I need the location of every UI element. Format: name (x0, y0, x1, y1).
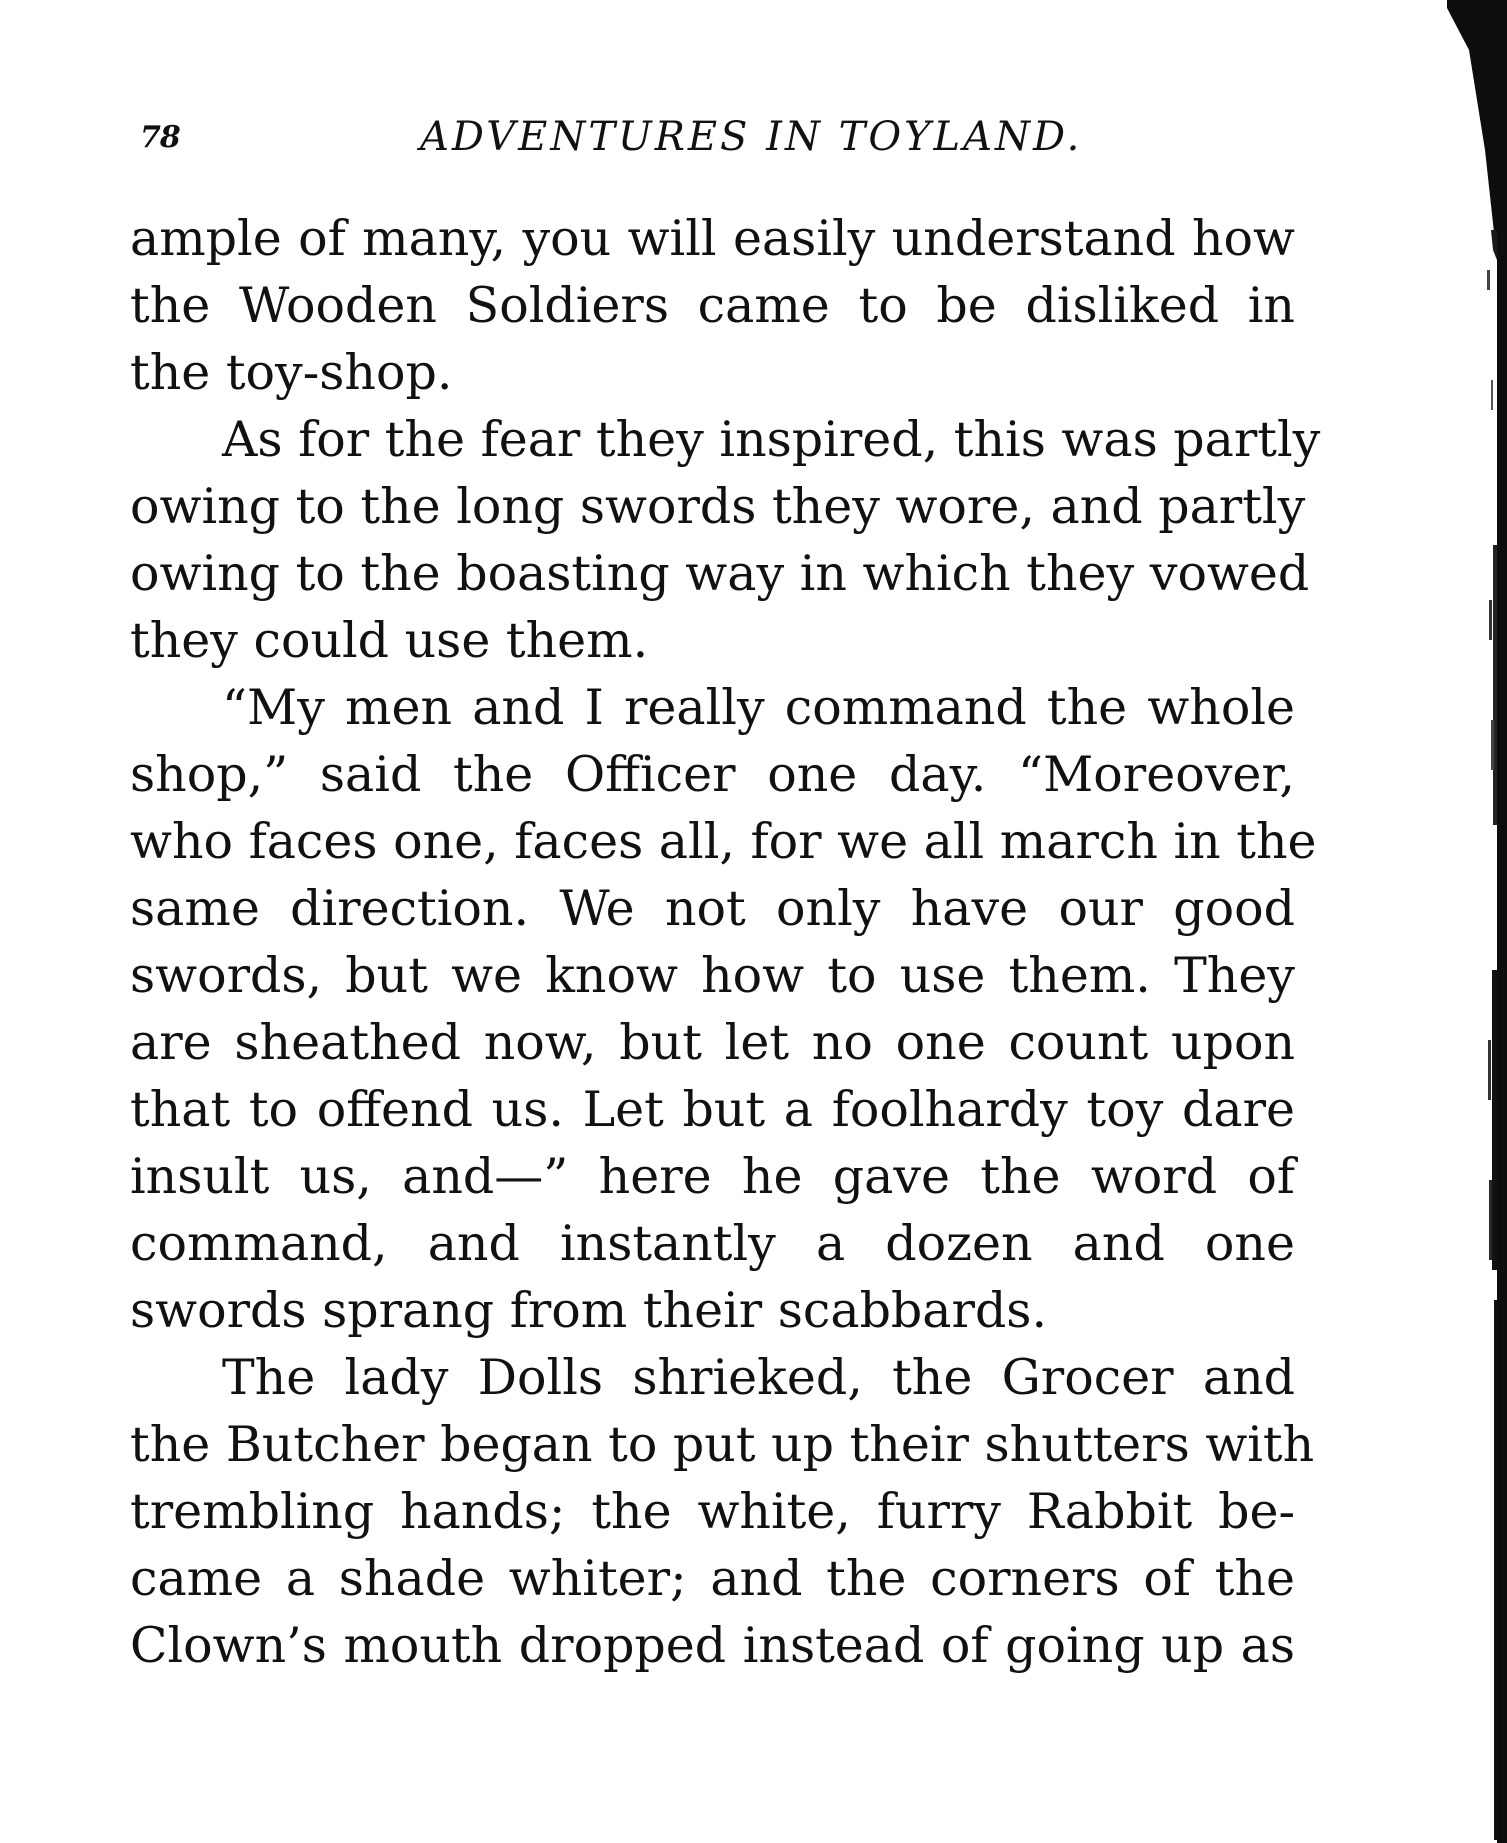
text-line: ample of many, you will easily understand how (130, 210, 1295, 267)
text-line: owing to the long swords they wore, and partly (130, 478, 1306, 535)
text-line: came a shade whiter; and the corners of the (130, 1550, 1295, 1607)
page-number: 78 (140, 120, 180, 155)
text-line: shop,” said the Officer one day. “Moreover, (130, 746, 1295, 803)
text-line: “My men and I really command the whole (222, 679, 1295, 736)
text-line: the Butcher began to put up their shutters with (130, 1416, 1315, 1473)
scan-binding-shadow (1447, 0, 1507, 1843)
text-line: Clown’s mouth dropped instead of going up as (130, 1617, 1295, 1674)
text-line: the Wooden Soldiers came to be disliked in (130, 277, 1295, 334)
text-line: same direction. We not only have our good (130, 880, 1295, 937)
text-line: are sheathed now, but let no one count upon (130, 1014, 1295, 1071)
body-text (130, 205, 1321, 1679)
binding-shadow-graphic (1447, 0, 1507, 1843)
text-line: they could use them. (130, 612, 649, 669)
text-line: who faces one, faces all, for we all march in the (130, 813, 1317, 870)
text-line: The lady Dolls shrieked, the Grocer and (222, 1349, 1295, 1406)
text-line: swords, but we know how to use them. They (130, 947, 1295, 1004)
text-line: command, and instantly a dozen and one (130, 1215, 1295, 1272)
text-line: that to offend us. Let but a foolhardy toy dare (130, 1081, 1295, 1138)
page-header (140, 108, 1310, 168)
text-line: insult us, and—” here he gave the word of (130, 1148, 1295, 1205)
text-line: trembling hands; the white, furry Rabbit be- (130, 1483, 1295, 1540)
text-line: the toy-shop. (130, 344, 453, 401)
text-line: swords sprang from their scabbards. (130, 1282, 1048, 1339)
text-line: owing to the boasting way in which they vowed (130, 545, 1310, 602)
running-title: ADVENTURES IN TOYLAND. (420, 114, 1083, 160)
text-line: As for the fear they inspired, this was partly (222, 411, 1321, 468)
